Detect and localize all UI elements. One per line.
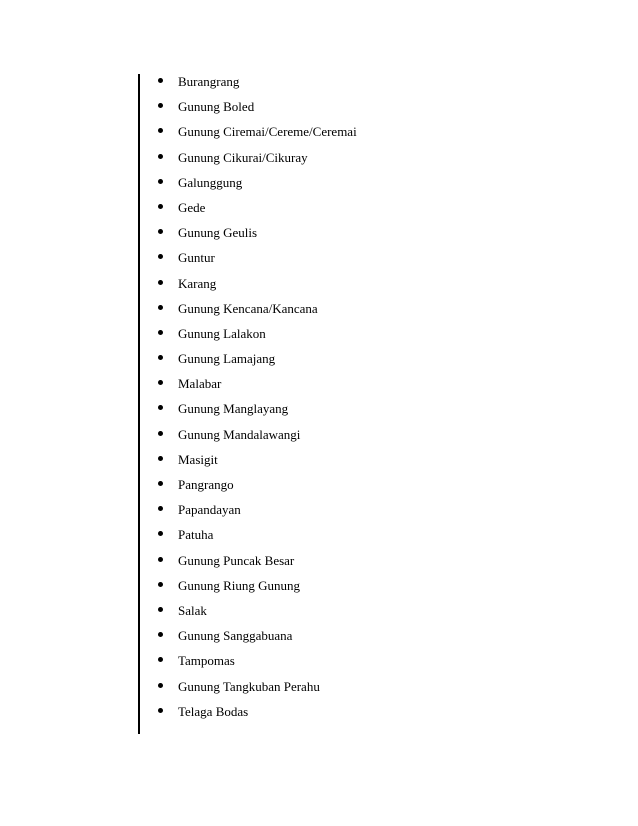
list-item-label: Gunung Tangkuban Perahu [178,678,320,694]
bullet-icon [158,78,163,83]
list-item [0,97,450,122]
bullet-icon [158,380,163,385]
list-item-label: Burangrang [178,74,240,89]
list-item-label: Gunung Kencana/Kancana [178,300,318,316]
list-item [0,626,450,651]
bullet-icon [158,456,163,461]
list-item [0,475,450,500]
list-item-label: Masigit [178,451,218,467]
list-item [0,299,450,324]
list-item-label: Gunung Cikurai/Cikuray [178,149,308,165]
list-item-label: Gunung Lamajang [178,351,276,367]
bullet-icon [158,557,163,562]
list-item-label: Gunung Boled [178,99,255,115]
list-item [0,525,450,550]
list-item [0,72,450,97]
bullet-icon [158,607,163,612]
bullet-icon [158,531,163,536]
list-item-label: Gunung Lalakon [178,325,266,341]
list-item [0,551,450,576]
list-item [0,399,450,424]
bullet-icon [158,632,163,637]
list-item [0,500,450,525]
bullet-icon [158,154,163,159]
list-item [0,148,450,173]
list-item [0,274,450,299]
list-item-label: Papandayan [178,502,241,518]
bullet-icon [158,355,163,360]
list-item-label: Gunung Mandalawangi [178,426,301,442]
list-item [0,198,450,223]
list-item-label: Karang [178,275,217,291]
bullet-icon [158,254,163,259]
list-item [0,601,450,626]
list-item-label: Gunung Riung Gunung [178,577,301,593]
bullet-icon [158,128,163,133]
list-item [0,349,450,374]
bullet-icon [158,330,163,335]
list-item-label: Gunung Manglayang [178,401,289,417]
list-item-label: Gunung Geulis [178,225,258,241]
bullet-icon [158,229,163,234]
list-item [0,702,450,727]
bullet-icon [158,506,163,511]
bullet-icon [158,708,163,713]
bullet-icon [158,103,163,108]
bullet-icon [158,657,163,662]
list-item-label: Gunung Puncak Besar [178,552,295,568]
list-item [0,450,450,475]
list-item [0,324,450,349]
list-item-label: Salak [178,602,207,618]
list-item-label: Galunggung [178,174,243,190]
bullet-icon [158,405,163,410]
bullet-icon [158,280,163,285]
list-item [0,425,450,450]
list-item-label: Pangrango [178,477,234,492]
list-item [0,677,450,702]
list-item-label: Telaga Bodas [178,703,249,719]
list-item-label: Gunung Sanggabuana [178,628,293,644]
bullet-icon [158,683,163,688]
bullet-icon [158,204,163,209]
list-item [0,248,450,273]
bullet-icon [158,431,163,436]
bullet-icon [158,582,163,587]
list-item [0,173,450,198]
list-item-label: Patuha [178,527,214,543]
list-item [0,374,450,399]
list-item [0,223,450,248]
bullet-icon [158,481,163,486]
bullet-icon [158,305,163,310]
bullet-icon [158,179,163,184]
list-item [0,122,450,147]
list-item [0,576,450,601]
mountain-list [0,72,450,727]
list-item [0,651,450,676]
list-item-label: Gunung Ciremai/Cereme/Ceremai [178,124,357,140]
list-item-label: Tampomas [178,653,235,669]
list-item-label: Guntur [178,250,215,266]
list-item-label: Malabar [178,376,222,392]
list-item-label: Gede [178,199,206,215]
